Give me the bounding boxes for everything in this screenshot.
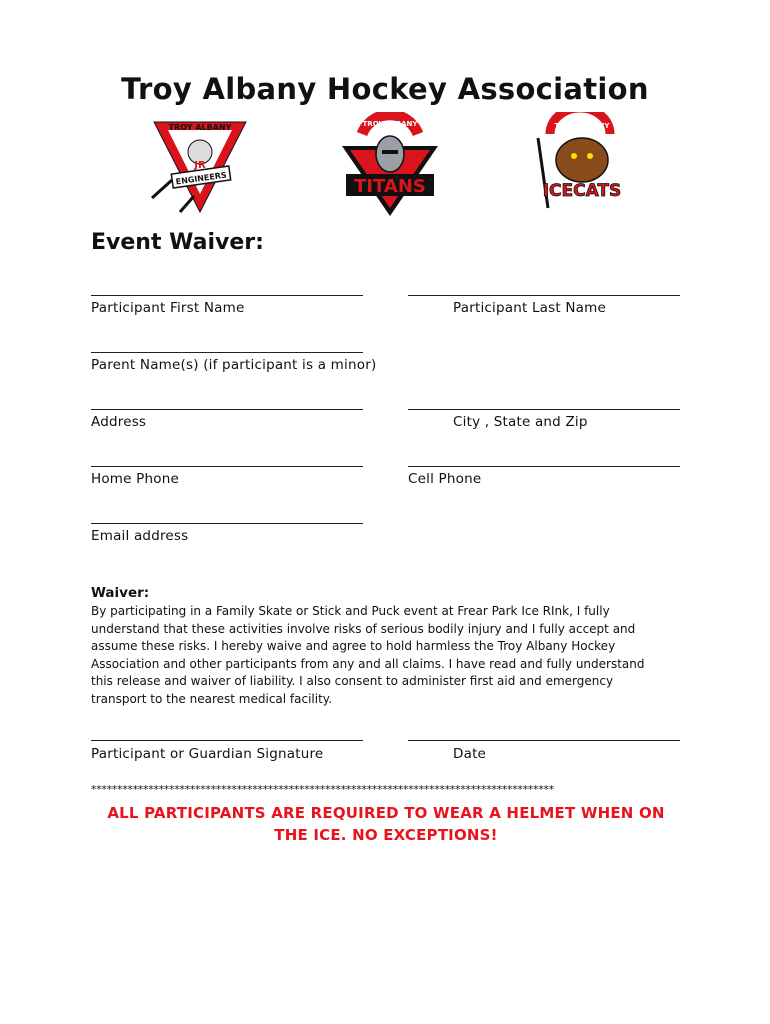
- city-state-zip-label: City , State and Zip: [453, 414, 588, 430]
- engineers-logo: [150, 112, 250, 220]
- waiver-line: By participating in a Family Skate or Stick and Puck event at Frear Park Ice RInk, I fully: [91, 604, 610, 618]
- address-label: Address: [91, 414, 147, 430]
- icecats-logo-name: ICECATS: [542, 181, 622, 201]
- helmet-notice: [91, 802, 681, 846]
- icecats-logo: [530, 112, 626, 220]
- waiver-line: transport to the nearest medical facility.: [91, 691, 333, 706]
- waiver-line: assume these risks. I hereby waive and agree to hold harmless the Troy Albany Hockey: [91, 639, 616, 654]
- parent-name-label: Parent Name(s) (if participant is a minor): [91, 357, 377, 373]
- engineers-logo-top-text: TROY ALBANY: [168, 123, 232, 132]
- waiver-text: [91, 603, 681, 709]
- cell-phone-label: Cell Phone: [408, 471, 482, 487]
- last-name-field[interactable]: [408, 295, 680, 296]
- titans-logo: [338, 112, 442, 220]
- waiver-line: understand that these activities involve risks of serious bodily injury and I fully accept and: [91, 621, 636, 636]
- address-field[interactable]: [91, 409, 363, 410]
- cell-phone-field[interactable]: [408, 466, 680, 467]
- separator: *****************************************************************************************: [91, 783, 554, 796]
- waiver-heading: Waiver:: [91, 585, 150, 601]
- signature-field[interactable]: [91, 740, 363, 741]
- last-name-label: Participant Last Name: [453, 300, 606, 316]
- helmet-notice-line1: ALL PARTICIPANTS ARE REQUIRED TO WEAR A HELMET WHEN ON: [107, 804, 665, 822]
- first-name-label: Participant First Name: [91, 300, 245, 316]
- waiver-line: Association and other participants from any and all claims. I have read and fully understand: [91, 656, 645, 671]
- home-phone-field[interactable]: [91, 466, 363, 467]
- email-label: Email address: [91, 528, 189, 544]
- titans-logo-arc-text: TROY ALBANY: [362, 120, 418, 128]
- date-label: Date: [453, 746, 487, 762]
- engineers-logo-badge: JR: [194, 160, 206, 171]
- helmet-notice-line2: THE ICE. NO EXCEPTIONS!: [274, 826, 498, 844]
- parent-name-field[interactable]: [91, 352, 363, 353]
- titans-logo-name: TITANS: [354, 176, 426, 197]
- signature-label: Participant or Guardian Signature: [91, 746, 324, 762]
- icecats-logo-arc-text: TROY ALBANY: [554, 122, 610, 130]
- city-state-zip-field[interactable]: [408, 409, 680, 410]
- engineers-logo-name: ENGINEERS: [175, 170, 228, 187]
- page-title: Troy Albany Hockey Association: [121, 72, 649, 106]
- section-title: Event Waiver:: [91, 230, 264, 255]
- waiver-line: this release and waiver of liability. I also consent to administer first aid and emergency: [91, 674, 614, 689]
- email-field[interactable]: [91, 523, 363, 524]
- first-name-field[interactable]: [91, 295, 363, 296]
- home-phone-label: Home Phone: [91, 471, 179, 487]
- date-field[interactable]: [408, 740, 680, 741]
